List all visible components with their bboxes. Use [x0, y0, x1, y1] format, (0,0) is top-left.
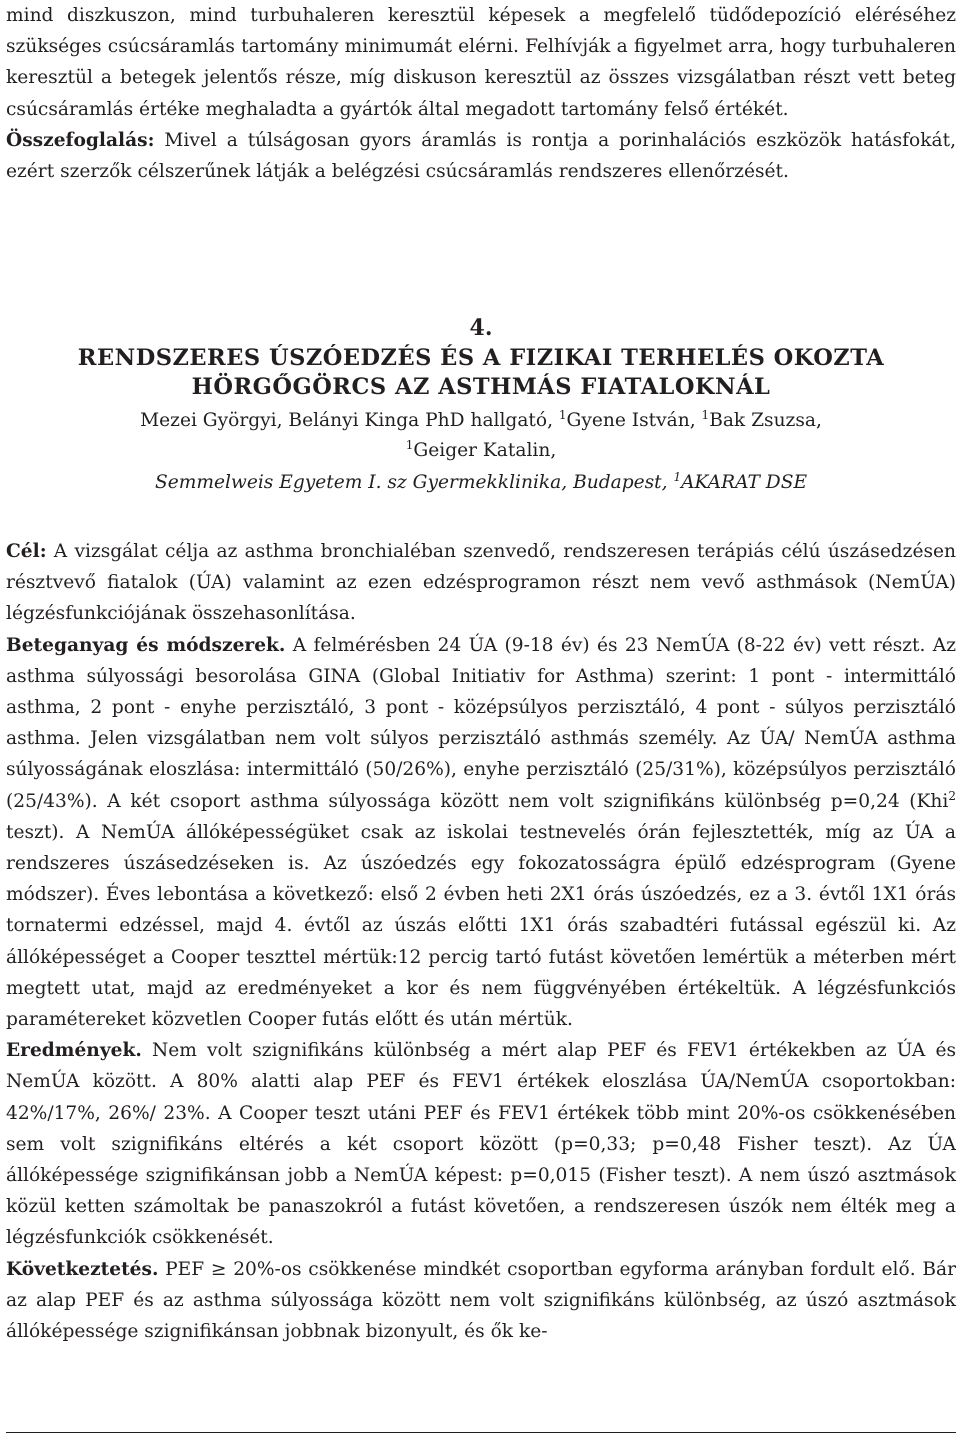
affiliation-text: Semmelweis Egyetem I. sz Gyermekklinika, Budapest, [154, 472, 674, 493]
intro-section [6, 0, 956, 187]
conclusion-paragraph [6, 1254, 956, 1348]
aim-label: Cél: [6, 541, 47, 562]
affiliation-marker: 1 [405, 438, 414, 452]
methods-text-cont: teszt). A NemÚA állóképességüket csak az iskolai testnevelés órán fejlesztették, míg az ÚA a rendszeres úszásedzéseken is. Az úszóedzés egy fokozatosságra épülő edzésprogram (Gyene módszer). Éves lebontása a következő: első 2 évben heti 2X1 órás úszóedzés, ez a 3. évtől 1X1 órás tornatermi edzéssel, majd 4. évtől az úszás előtti 1X1 órás szabadtéri futással egészül ki. Az állóképességet a Cooper teszttel mértük:12 percig tartó futást követően lemértük a méterben mért megtett utat, majd az eredményeket a kor és nem függvényében értékeltük. A légzésfunkciós paramétereket közvetlen Cooper futás előtt és után mértük. [6, 821, 956, 1031]
summary-paragraph [6, 125, 956, 187]
intro-paragraph [6, 0, 956, 125]
affiliation-line [6, 468, 956, 498]
author-text: Gyene István, [566, 410, 702, 431]
conclusion-text: PEF ≥ 20%-os csökkenése mindkét csoportban egyforma arányban fordult elő. Bár az alap PEF és az asthma súlyossága között nem volt szignifikáns különbség, az úszó asztmások állóképessége szignifikánsan jobbnak bizonyult, és ők ke- [6, 1258, 956, 1343]
summary-text: Mivel a túlságosan gyors áramlás is rontja a porinhalációs eszközök hatásfokát, ezért szerzők célszerűnek látják a belégzési csúcsáramlás rendszeres ellenőrzését. [6, 129, 956, 183]
superscript-two: 2 [948, 788, 956, 803]
aim-text: A vizsgálat célja az asthma bronchialéban szenvedő, rendszeresen terápiás célú úszásedzésen résztvevő fiatalok (ÚA) valamint az ezen edzésprogramon részt nem vevő asthmások (NemÚA) légzésfunkciójának összehasonlítása. [6, 541, 956, 625]
abstract-title-line-1: RENDSZERES ÚSZÓEDZÉS ÉS A FIZIKAI TERHELÉS OKOZTA [77, 345, 885, 371]
results-paragraph [6, 1035, 956, 1253]
authors-line-1 [6, 406, 956, 436]
conclusion-label: Következtetés. [6, 1258, 159, 1280]
methods-text: A felmérésben 24 ÚA (9-18 év) és 23 NemÚA (8-22 év) vett részt. Az asthma súlyossági besorolása GINA (Global Initiativ for Asthma) szerint: 1 pont - intermittáló asthma, 2 pont - enyhe perzisztáló, 3 pont - középsúlyos perzisztáló, 4 pont - súlyos perzisztáló asthma. Jelen vizsgálatban nem volt súlyos perzisztáló asthmás személy. Az ÚA/ NemÚA asthma súlyosságának eloszlása: intermittáló (50/26%), enyhe perzisztáló (25/31%), középsúlyos perzisztáló (25/43%). A két csoport asthma súlyossága között nem volt szignifikáns különbség p=0,24 (Khi [6, 634, 956, 812]
authors-line-2 [6, 436, 956, 466]
author-text: Bak Zsuzsa, [709, 410, 822, 431]
intro-text: mind diszkuszon, mind turbuhaleren keresztül képesek a megfelelő tüdődepozíció eléréséhez szükséges csúcsáramlás tartomány minimumát elérni. Felhívják a figyelmet arra, hogy turbuhaleren keresztül a betegek jelentős része, míg diskuson keresztül az összes vizsgálatban részt vett beteg csúcsáramlás értéke meghaladta a gyártók által megadott tartomány felső értékét. [6, 5, 956, 120]
methods-label: Beteganyag és módszerek. [6, 634, 286, 656]
abstract-heading [6, 314, 956, 498]
abstract-body [6, 536, 956, 1347]
author-text: Geiger Katalin, [413, 440, 557, 461]
aim-paragraph [6, 536, 956, 630]
results-label: Eredmények. [6, 1040, 142, 1062]
abstract-title-line-2: HÖRGŐGÖRCS AZ ASTHMÁS FIATALOKNÁL [191, 374, 771, 400]
results-text: Nem volt szignifikáns különbség a mért alap PEF és FEV1 értékekben az ÚA és NemÚA között. A 80% alatti alap PEF és FEV1 értékek eloszlása ÚA/NemÚA csoportokban: 42%/17%, 26%/ 23%. A Cooper teszt utáni PEF és FEV1 értékek több mint 20%-os csökkenésében sem volt szignifikáns eltérés a két csoport között (p=0,33; p=0,48 Fisher teszt). Az ÚA állóképessége szignifikánsan jobb a NemÚA képest: p=0,015 (Fisher teszt). A nem úszó asztmások közül ketten számoltak be panaszokról a futást követően, a rendszeresen úszók nem élték meg a légzésfunkciók csökkenését. [6, 1040, 956, 1249]
bottom-divider [6, 1432, 956, 1433]
summary-label: Összefoglalás: [6, 129, 155, 151]
affiliation-marker: 1 [558, 408, 567, 422]
abstract-number: 4. [469, 315, 493, 341]
affiliation-marker: 1 [673, 470, 682, 484]
affiliation-marker: 1 [701, 408, 710, 422]
affiliation-text: AKARAT DSE [681, 472, 808, 493]
methods-paragraph [6, 630, 956, 1036]
author-text: Mezei Györgyi, Belányi Kinga PhD hallgató, [140, 410, 559, 431]
